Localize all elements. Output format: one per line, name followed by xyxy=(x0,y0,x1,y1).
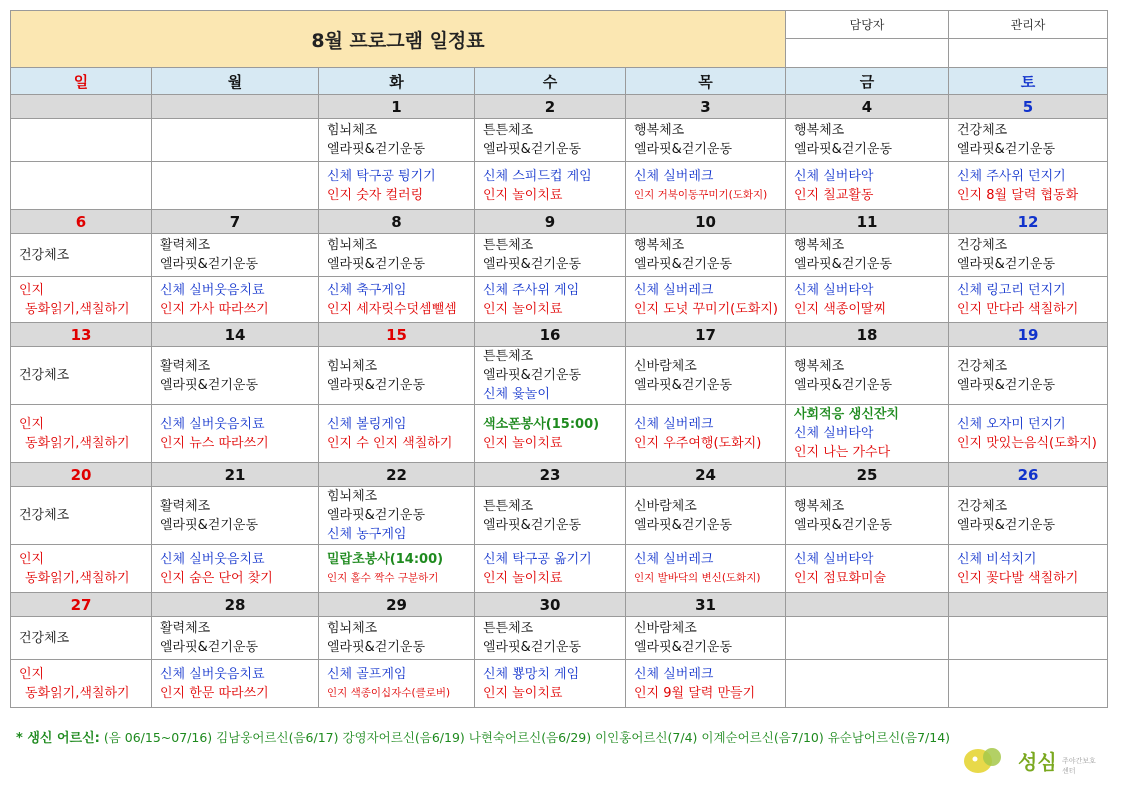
program-line: 인지 색종이십자수(클로버) xyxy=(327,686,451,699)
program-line: 신체 실버레크 xyxy=(634,416,714,432)
exercise-line: 엘라핏&걷기운동 xyxy=(160,377,259,393)
program-line: 사회적응 생신잔치 xyxy=(794,407,899,422)
program-cell xyxy=(949,405,1108,463)
exercise-line: 엘라핏&걷기운동 xyxy=(483,257,582,272)
date-cell: 1 xyxy=(319,95,475,119)
program-line: 인지 발바닥의 변신(도화지) xyxy=(634,571,761,584)
program-cell xyxy=(949,277,1108,323)
date-cell: 12 xyxy=(949,210,1108,234)
exercise-line: 행복체조 xyxy=(794,498,845,514)
exercise-cell xyxy=(626,119,786,162)
sign-box-admin[interactable] xyxy=(949,39,1108,68)
program-line: 신체 실버레크 xyxy=(634,282,714,298)
program-cell xyxy=(152,405,319,463)
date-cell: 4 xyxy=(786,95,949,119)
program-line: 인지 나는 가수다 xyxy=(794,445,891,460)
exercise-cell xyxy=(152,119,319,162)
program-line: 인지 놀이치료 xyxy=(483,435,563,451)
exercise-line: 엘라핏&걷기운동 xyxy=(327,142,426,157)
exercise-line: 엘라핏&걷기운동 xyxy=(160,640,259,655)
program-line: 인지 놀이치료 xyxy=(483,301,563,317)
program-cell xyxy=(319,277,475,323)
program-line: 인지 홀수 짝수 구분하기 xyxy=(327,571,439,584)
exercise-cell xyxy=(319,487,475,545)
program-cell xyxy=(475,277,626,323)
date-cell xyxy=(786,593,949,617)
program-cell xyxy=(152,162,319,210)
date-cell: 9 xyxy=(475,210,626,234)
date-cell: 16 xyxy=(475,323,626,347)
date-row xyxy=(11,463,1108,487)
program-line: 인지 xyxy=(19,666,45,682)
program-line: 신체 링고리 던지기 xyxy=(957,282,1066,298)
program-cell xyxy=(11,405,152,463)
exercise-cell xyxy=(949,234,1108,277)
program-cell xyxy=(626,660,786,708)
date-cell: 31 xyxy=(626,593,786,617)
exercise-row xyxy=(11,119,1108,162)
program-line: 인지 숨은 단어 찾기 xyxy=(160,570,273,586)
exercise-cell xyxy=(319,119,475,162)
exercise-line: 엘라핏&걷기운동 xyxy=(327,377,426,393)
birthday-note xyxy=(16,727,950,746)
program-cell xyxy=(626,405,786,463)
exercise-cell xyxy=(475,347,626,405)
exercise-line: 엘라핏&걷기운동 xyxy=(957,517,1056,533)
exercise-cell xyxy=(626,487,786,545)
page-title: 8월 프로그램 일정표 xyxy=(11,11,786,68)
program-line: 신체 실버웃음치료 xyxy=(160,416,265,432)
exercise-line: 튼튼체조 xyxy=(483,123,534,138)
date-cell: 14 xyxy=(152,323,319,347)
exercise-line: 활력체조 xyxy=(160,238,211,253)
exercise-line: 힘뇌체조 xyxy=(327,621,378,636)
exercise-line: 건강체조 xyxy=(19,247,70,263)
exercise-line: 신바람체조 xyxy=(634,358,697,374)
program-cell xyxy=(786,405,949,463)
program-line: 인지 xyxy=(19,416,45,432)
exercise-line: 엘라핏&걷기운동 xyxy=(483,142,582,157)
program-cell xyxy=(11,545,152,593)
date-cell: 27 xyxy=(11,593,152,617)
program-cell xyxy=(786,162,949,210)
day-name-6: 토 xyxy=(949,68,1108,95)
exercise-line: 튼튼체조 xyxy=(483,621,534,636)
program-line: 신체 주사위 던지기 xyxy=(957,168,1066,184)
program-cell xyxy=(626,162,786,210)
exercise-line: 행복체조 xyxy=(794,238,845,253)
program-line: 신체 비석치기 xyxy=(957,551,1037,567)
program-line: 인지 도넛 꾸미기(도화지) xyxy=(634,301,778,317)
program-line: 신체 볼링게임 xyxy=(327,416,407,432)
program-cell xyxy=(949,162,1108,210)
program-line: 인지 점묘화미술 xyxy=(794,570,887,586)
program-line: 인지 한문 따라쓰기 xyxy=(160,685,269,701)
exercise-line: 엘라핏&걷기운동 xyxy=(634,640,733,655)
exercise-cell xyxy=(319,347,475,405)
program-cell xyxy=(152,660,319,708)
program-cell xyxy=(949,660,1108,708)
exercise-cell xyxy=(786,347,949,405)
exercise-cell xyxy=(949,487,1108,545)
program-line: 신체 실버웃음치료 xyxy=(160,282,265,298)
exercise-cell xyxy=(11,347,152,405)
exercise-line: 행복체조 xyxy=(794,123,845,138)
date-cell: 20 xyxy=(11,463,152,487)
exercise-cell xyxy=(319,234,475,277)
program-line: 인지 xyxy=(19,282,45,298)
program-cell xyxy=(475,660,626,708)
program-line: 인지 8월 달력 협동화 xyxy=(957,187,1079,203)
exercise-cell xyxy=(949,617,1108,660)
date-cell: 22 xyxy=(319,463,475,487)
exercise-line: 건강체조 xyxy=(19,508,70,523)
logo-name: 성심 xyxy=(1018,750,1057,774)
program-line: 신체 주사위 게임 xyxy=(483,282,580,298)
exercise-line: 엘라핏&걷기운동 xyxy=(794,142,893,157)
program-line: 신체 스피드컵 게임 xyxy=(483,168,592,184)
day-name-5: 금 xyxy=(786,68,949,95)
date-cell: 15 xyxy=(319,323,475,347)
schedule-sheet xyxy=(10,10,1108,708)
date-cell: 24 xyxy=(626,463,786,487)
logo-subtitle: 주야간보호센터 xyxy=(1062,757,1096,775)
exercise-cell xyxy=(475,487,626,545)
exercise-cell xyxy=(949,347,1108,405)
date-cell: 8 xyxy=(319,210,475,234)
exercise-line: 엘라핏&걷기운동 xyxy=(957,257,1056,272)
exercise-cell xyxy=(152,234,319,277)
program-line: 인지 놀이치료 xyxy=(483,187,563,203)
date-cell: 2 xyxy=(475,95,626,119)
program-line: 밀랍초봉사(14:00) xyxy=(327,551,444,567)
program-cell xyxy=(11,162,152,210)
date-cell: 25 xyxy=(786,463,949,487)
exercise-line: 엘라핏&걷기운동 xyxy=(483,517,582,533)
date-cell: 3 xyxy=(626,95,786,119)
day-name-3: 수 xyxy=(475,68,626,95)
program-line: 인지 놀이치료 xyxy=(483,570,563,586)
exercise-cell xyxy=(11,487,152,545)
exercise-line: 건강체조 xyxy=(19,630,70,646)
program-line: 신체 뿅망치 게임 xyxy=(483,666,580,682)
program-line: 신체 실버레크 xyxy=(634,666,714,682)
exercise-cell xyxy=(475,617,626,660)
program-line: 인지 만다라 색칠하기 xyxy=(957,301,1079,317)
exercise-cell xyxy=(786,487,949,545)
exercise-line: 활력체조 xyxy=(160,498,211,514)
date-cell: 29 xyxy=(319,593,475,617)
exercise-row xyxy=(11,487,1108,545)
program-cell xyxy=(319,405,475,463)
exercise-row xyxy=(11,347,1108,405)
sign-label-admin: 관리자 xyxy=(949,11,1108,39)
program-line: 인지 뉴스 따라쓰기 xyxy=(160,435,269,451)
date-cell: 11 xyxy=(786,210,949,234)
program-cell xyxy=(319,162,475,210)
exercise-line: 건강체조 xyxy=(957,498,1008,514)
date-cell xyxy=(152,95,319,119)
program-cell xyxy=(475,162,626,210)
date-row xyxy=(11,210,1108,234)
program-line: 신체 탁구공 옮기기 xyxy=(483,551,592,567)
program-cell xyxy=(786,545,949,593)
date-cell: 28 xyxy=(152,593,319,617)
program-line: 동화읽기,색칠하기 xyxy=(25,435,130,451)
date-cell xyxy=(949,593,1108,617)
program-cell xyxy=(626,545,786,593)
exercise-line: 건강체조 xyxy=(19,368,70,383)
program-line: 인지 xyxy=(19,551,45,567)
date-cell: 23 xyxy=(475,463,626,487)
program-line: 인지 꽃다발 색칠하기 xyxy=(957,570,1079,586)
day-name-4: 목 xyxy=(626,68,786,95)
program-line: 신체 골프게임 xyxy=(327,666,407,682)
exercise-cell xyxy=(626,617,786,660)
program-cell xyxy=(152,277,319,323)
date-row xyxy=(11,593,1108,617)
exercise-line: 엘라핏&걷기운동 xyxy=(794,517,893,533)
program-line: 인지 9월 달력 만들기 xyxy=(634,685,756,701)
date-cell xyxy=(11,95,152,119)
exercise-cell xyxy=(319,617,475,660)
program-line: 인지 색종이딸찌 xyxy=(794,301,887,317)
exercise-cell xyxy=(626,347,786,405)
date-cell: 26 xyxy=(949,463,1108,487)
program-cell xyxy=(626,277,786,323)
program-line: 신체 탁구공 튕기기 xyxy=(327,168,436,184)
day-name-1: 월 xyxy=(152,68,319,95)
program-cell xyxy=(11,660,152,708)
program-line: 인지 우주여행(도화지) xyxy=(634,435,762,451)
exercise-line: 엘라핏&걷기운동 xyxy=(794,257,893,272)
birthday-heading: * 생신 어르신: xyxy=(16,731,100,746)
day-name-row xyxy=(11,68,1108,95)
program-row xyxy=(11,162,1108,210)
exercise-cell xyxy=(475,119,626,162)
exercise-cell xyxy=(475,234,626,277)
program-cell xyxy=(319,545,475,593)
exercise-line: 엘라핏&걷기운동 xyxy=(327,257,426,272)
program-line: 신체 오자미 던지기 xyxy=(957,416,1066,432)
program-cell xyxy=(786,277,949,323)
exercise-cell xyxy=(786,617,949,660)
exercise-line: 엘라핏&걷기운동 xyxy=(327,508,426,523)
date-cell: 6 xyxy=(11,210,152,234)
exercise-line: 신바람체조 xyxy=(634,621,697,636)
program-cell xyxy=(949,545,1108,593)
exercise-line: 엘라핏&걷기운동 xyxy=(483,640,582,655)
exercise-line: 신바람체조 xyxy=(634,498,697,514)
exercise-line: 엘라핏&걷기운동 xyxy=(634,257,733,272)
program-cell xyxy=(319,660,475,708)
birthday-list: (음 06/15~07/16) 김남웅어르신(음6/17) 강영자어르신(음6/19) 나현숙어르신(음6/29) 이인홍어르신(7/4) 이계순어르신(음7/10) 유순남어르신(음7/14) xyxy=(103,730,951,745)
exercise-line: 엘라핏&걷기운동 xyxy=(957,377,1056,393)
day-name-2: 화 xyxy=(319,68,475,95)
sign-box-manager[interactable] xyxy=(786,39,949,68)
exercise-line: 튼튼체조 xyxy=(483,238,534,253)
date-cell: 7 xyxy=(152,210,319,234)
program-line: 인지 수 인지 색칠하기 xyxy=(327,435,453,451)
exercise-line: 엘라핏&걷기운동 xyxy=(634,517,733,533)
exercise-line: 엘라핏&걷기운동 xyxy=(634,377,733,393)
exercise-cell xyxy=(152,617,319,660)
program-line: 신체 실버레크 xyxy=(634,551,714,567)
date-row xyxy=(11,95,1108,119)
exercise-line: 튼튼체조 xyxy=(483,349,534,364)
program-cell xyxy=(11,277,152,323)
exercise-line: 행복체조 xyxy=(634,238,685,253)
date-row xyxy=(11,323,1108,347)
exercise-line: 행복체조 xyxy=(634,123,685,138)
exercise-row xyxy=(11,234,1108,277)
logo-mark-icon xyxy=(962,743,1006,775)
date-cell: 30 xyxy=(475,593,626,617)
program-cell xyxy=(475,405,626,463)
program-row xyxy=(11,660,1108,708)
exercise-line: 엘라핏&걷기운동 xyxy=(160,257,259,272)
sign-label-manager: 담당자 xyxy=(786,11,949,39)
exercise-cell xyxy=(11,119,152,162)
program-line: 신체 실버타악 xyxy=(794,426,874,441)
date-cell: 13 xyxy=(11,323,152,347)
program-line: 인지 가사 따라쓰기 xyxy=(160,301,269,317)
exercise-line: 엘라핏&걷기운동 xyxy=(327,640,426,655)
program-line: 인지 거북이동꾸미기(도화지) xyxy=(634,188,768,201)
exercise-line: 건강체조 xyxy=(957,238,1008,253)
exercise-line: 엘라핏&걷기운동 xyxy=(160,517,259,533)
exercise-line: 신체 농구게임 xyxy=(327,527,407,542)
day-name-0: 일 xyxy=(11,68,152,95)
exercise-cell xyxy=(786,119,949,162)
program-line: 신체 실버레크 xyxy=(634,168,714,184)
exercise-line: 힘뇌체조 xyxy=(327,123,378,138)
exercise-line: 건강체조 xyxy=(957,123,1008,138)
exercise-row xyxy=(11,617,1108,660)
exercise-cell xyxy=(152,347,319,405)
exercise-line: 활력체조 xyxy=(160,621,211,636)
exercise-cell xyxy=(152,487,319,545)
program-line: 신체 실버타악 xyxy=(794,168,874,184)
exercise-cell xyxy=(11,617,152,660)
center-logo xyxy=(962,742,1102,778)
program-cell xyxy=(475,545,626,593)
exercise-cell xyxy=(786,234,949,277)
date-cell: 5 xyxy=(949,95,1108,119)
exercise-line: 힘뇌체조 xyxy=(327,238,378,253)
exercise-line: 신체 윷놀이 xyxy=(483,387,550,402)
exercise-line: 힘뇌체조 xyxy=(327,489,378,504)
exercise-line: 힘뇌체조 xyxy=(327,358,378,374)
program-row xyxy=(11,277,1108,323)
program-cell xyxy=(152,545,319,593)
exercise-line: 엘라핏&걷기운동 xyxy=(794,377,893,393)
program-line: 동화읽기,색칠하기 xyxy=(25,301,130,317)
date-cell: 18 xyxy=(786,323,949,347)
exercise-line: 엘라핏&걷기운동 xyxy=(634,142,733,157)
exercise-line: 건강체조 xyxy=(957,358,1008,374)
program-line: 신체 실버타악 xyxy=(794,551,874,567)
program-row xyxy=(11,405,1108,463)
program-line: 신체 실버웃음치료 xyxy=(160,551,265,567)
exercise-line: 활력체조 xyxy=(160,358,211,374)
schedule-table xyxy=(10,10,1108,708)
program-line: 신체 실버웃음치료 xyxy=(160,666,265,682)
date-cell: 19 xyxy=(949,323,1108,347)
exercise-line: 엘라핏&걷기운동 xyxy=(957,142,1056,157)
program-line: 인지 맛있는음식(도화지) xyxy=(957,435,1097,451)
program-line: 동화읽기,색칠하기 xyxy=(25,685,130,701)
exercise-line: 튼튼체조 xyxy=(483,498,534,514)
program-line: 색소폰봉사(15:00) xyxy=(483,416,600,432)
program-line: 인지 세자릿수덧셈뺄셈 xyxy=(327,301,457,317)
exercise-line: 엘라핏&걷기운동 xyxy=(483,368,582,383)
program-row xyxy=(11,545,1108,593)
exercise-cell xyxy=(949,119,1108,162)
exercise-line: 행복체조 xyxy=(794,358,845,374)
program-line: 인지 숫자 컬러링 xyxy=(327,187,424,203)
program-line: 인지 칠교활동 xyxy=(794,187,874,203)
exercise-cell xyxy=(11,234,152,277)
program-cell xyxy=(786,660,949,708)
program-line: 인지 놀이치료 xyxy=(483,685,563,701)
date-cell: 21 xyxy=(152,463,319,487)
exercise-cell xyxy=(626,234,786,277)
date-cell: 10 xyxy=(626,210,786,234)
program-line: 신체 실버타악 xyxy=(794,282,874,298)
program-line: 동화읽기,색칠하기 xyxy=(25,570,130,586)
program-line: 신체 축구게임 xyxy=(327,282,407,298)
date-cell: 17 xyxy=(626,323,786,347)
